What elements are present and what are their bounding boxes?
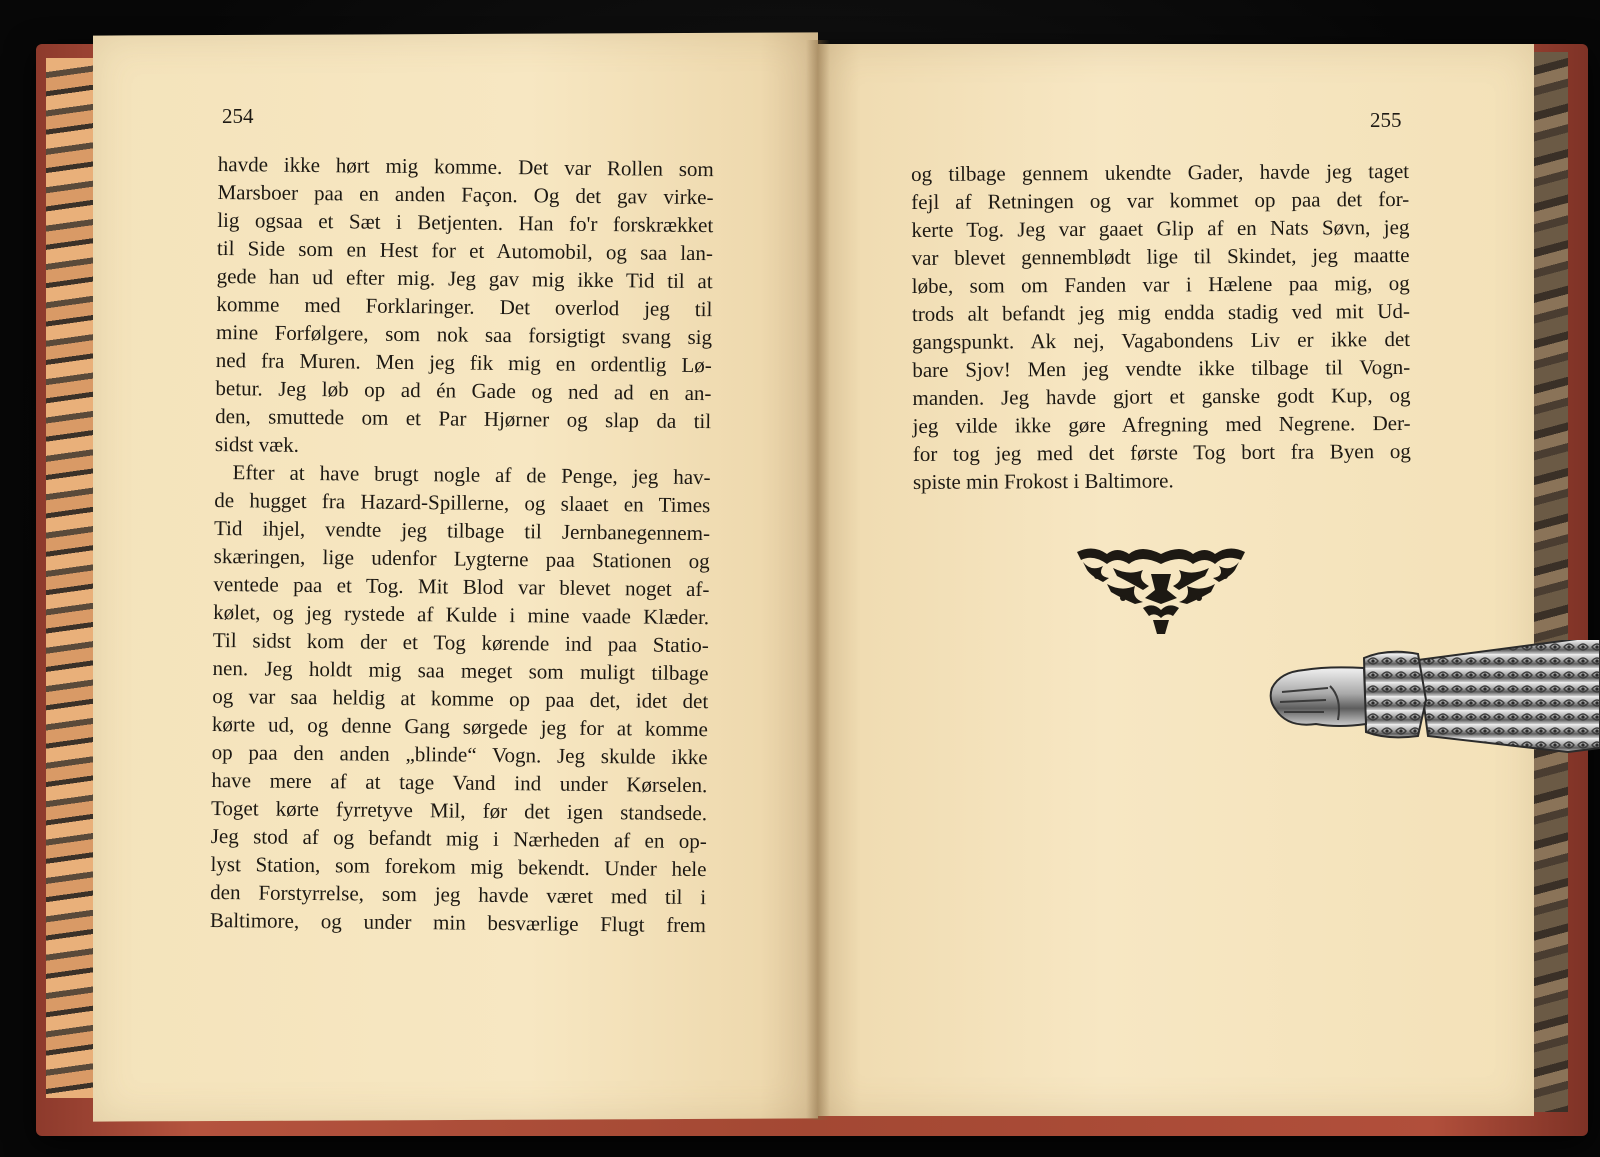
text-line: kørte ud, og denne Gang sørgede jeg for at komme	[211, 711, 709, 742]
text-line: jeg vilde ikke gøre Afregning med Negrene. Der-	[912, 410, 1411, 438]
text-line: Jeg stod af og befandt mig i Nærheden af en op-	[210, 823, 707, 854]
text-line: for tog jeg med det første Tog bort fra Byen og	[912, 438, 1411, 466]
right-page-text	[911, 157, 1411, 496]
text-line: gangspunkt. Ak nej, Vagabondens Liv er ikke det	[912, 326, 1411, 354]
text-line: ventede paa et Tog. Mit Blod var blevet noget af-	[213, 571, 710, 602]
text-line: løbe, som om Fanden var i Hælene paa mig, og	[911, 270, 1410, 298]
text-line: Til sidst kom der et Tog kørende ind paa Statio-	[212, 627, 709, 658]
text-line: bare Sjov! Men jeg vendte ikke tilbage til Vogn-	[912, 354, 1411, 382]
text-line: havde ikke hørt mig komme. Det var Rollen som	[217, 151, 714, 182]
paragraph	[215, 150, 714, 463]
text-line: Tid ihjel, vendte jeg tilbage til Jernbanegennem-	[213, 515, 711, 546]
paragraph	[210, 458, 711, 939]
text-line: den, smuttede om et Par Hjørner og slap da til	[215, 403, 712, 434]
floral-tailpiece-icon	[1073, 546, 1249, 636]
text-line: den Forstyrrelse, som jeg havde været med til i	[210, 879, 707, 910]
text-line: til Side som en Hest for et Automobil, og saa lan-	[216, 235, 714, 266]
text-line: de hugget fra Hazard-Spillerne, og slaaet en Times	[214, 487, 711, 518]
marbled-page-edge-right	[1528, 52, 1568, 1112]
text-line: sidst væk.	[214, 431, 300, 457]
text-line: gede han ud efter mig. Jeg gav mig ikke Tid til at	[216, 263, 713, 294]
text-line: fejl af Retningen og var kommet op paa det for-	[911, 186, 1410, 214]
text-line: og var saa heldig at komme op paa det, idet det	[212, 683, 709, 714]
text-line: nen. Jeg holdt mig saa meget som muligt tilbage	[212, 655, 709, 686]
text-line: betur. Jeg løb op ad én Gade og ned ad en an-	[215, 375, 712, 406]
book-gutter	[806, 40, 830, 1120]
text-line: Toget kørte fyrretyve Mil, før det igen standsede.	[210, 795, 708, 826]
text-line: lig ogsaa et Sæt i Betjenten. Han fo'r forskrækket	[217, 207, 714, 238]
text-line: op paa den anden „blinde“ Vogn. Jeg skulde ikke	[211, 739, 708, 770]
text-line: have mere af at tage Vand ind under Kørselen.	[211, 767, 708, 798]
text-line: Baltimore, og under min besværlige Flugt frem	[209, 907, 707, 938]
text-line: Marsboer paa en anden Façon. Og det gav virke-	[217, 179, 714, 210]
text-line: kerte Tog. Jeg var gaaet Glip af en Nats Søvn, jeg	[911, 214, 1410, 242]
text-line: spiste min Frokost i Baltimore.	[912, 468, 1174, 494]
text-line: Efter at have brugt nogle af de Penge, jeg hav-	[232, 460, 711, 490]
text-line: komme med Forklaringer. Det overlod jeg til	[216, 291, 713, 322]
marbled-page-edge-left	[46, 58, 98, 1098]
page-number-right: 255	[1370, 108, 1402, 132]
text-line: skæringen, lige udenfor Lygterne paa Stationen og	[213, 543, 710, 574]
text-line: kølet, og jeg rystede af Kulde i mine vaade Klæder.	[213, 599, 710, 630]
text-line: mine Forfølgere, som nok saa forsigtigt svang sig	[215, 319, 713, 350]
text-line: trods alt befandt jeg mig endda stadig ved mit Ud-	[911, 298, 1411, 326]
text-line: lyst Station, som forekom mig bekendt. Under hele	[210, 851, 707, 882]
text-line: og tilbage gennem ukendte Gader, havde jeg taget	[911, 158, 1410, 186]
left-page-text	[210, 150, 714, 939]
text-line: manden. Jeg havde gjort et ganske godt Kup, og	[912, 382, 1411, 410]
text-line: var blevet gennemblødt lige til Skindet, jeg maatte	[911, 242, 1410, 270]
text-line: ned fra Muren. Men jeg fik mig en ordentlig Lø-	[215, 347, 712, 378]
page-number-left: 254	[222, 104, 254, 128]
silver-hand-page-clip-icon	[1268, 640, 1600, 760]
